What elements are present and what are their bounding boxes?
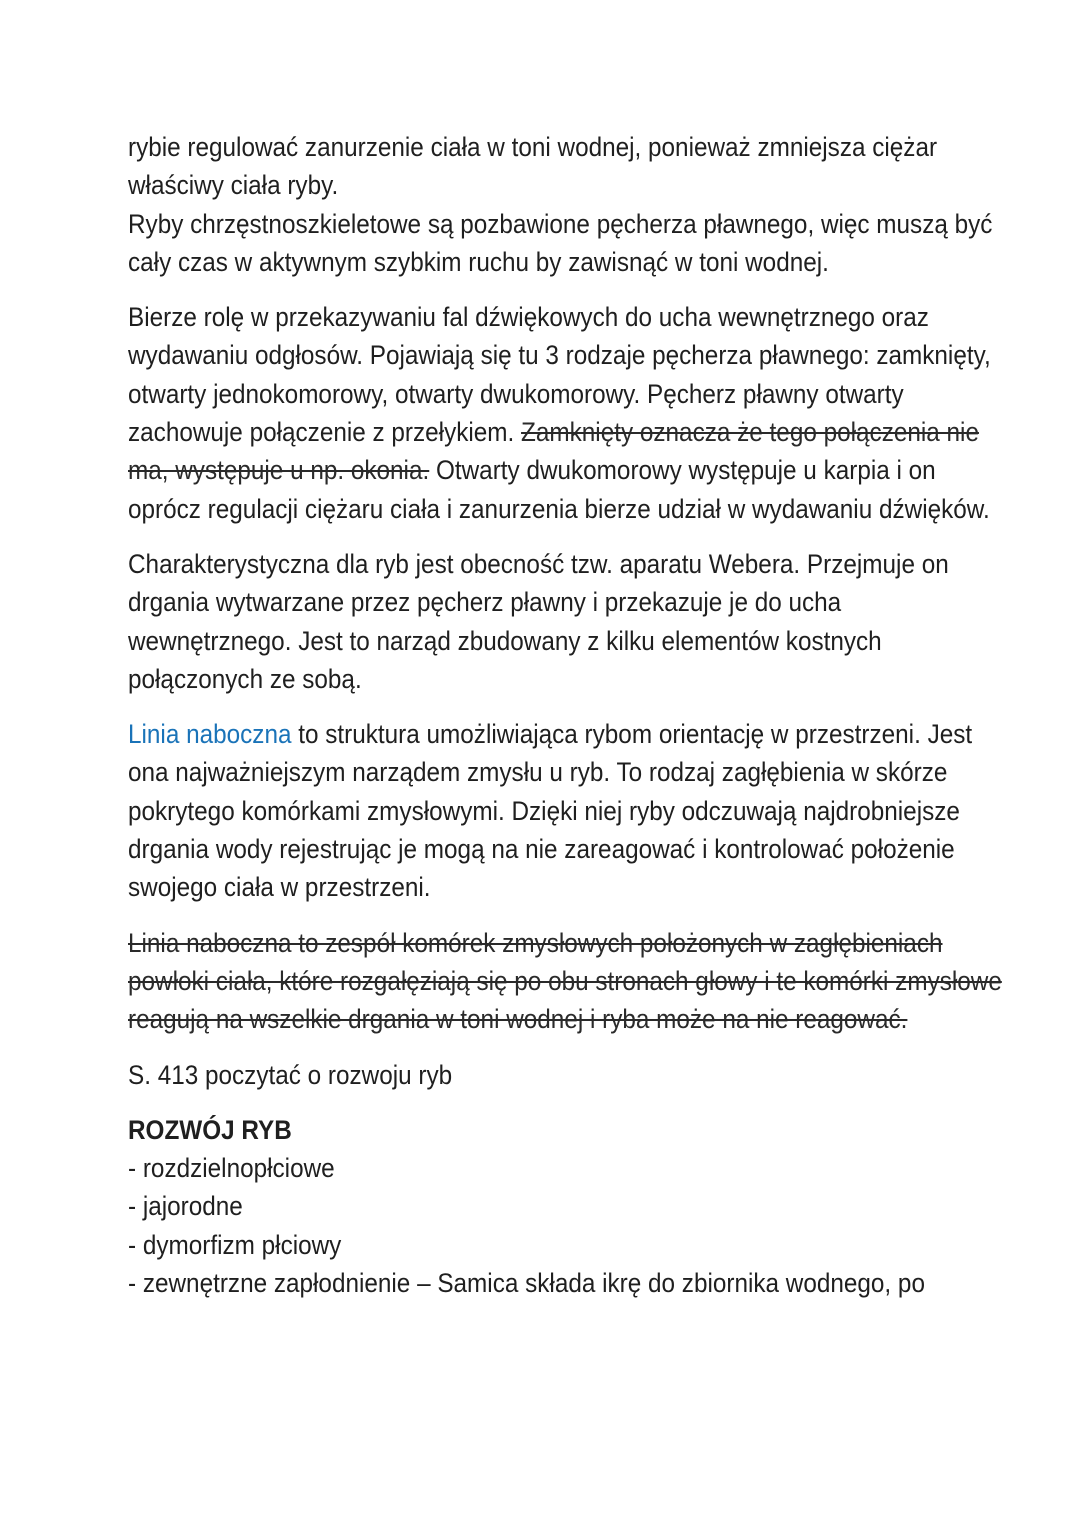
paragraph-text: Otwarty dwukomorowy występuje u karpia i on oprócz regulacji ciężaru ciała i zanurzenia bierze udział w wydawaniu dźwięków. [128, 455, 990, 524]
paragraph-text: Ryby chrzęstnoszkieletowe są pozbawione pęcherza pławnego, więc muszą być cały czas w aktywnym szybkim ruchu by zawisnąć w toni wodnej. [128, 208, 993, 277]
development-list [128, 1149, 1008, 1302]
paragraph-swim-bladder-types [128, 298, 1008, 528]
struck-text: Zamknięty oznacza że tego połączenia nie ma, występuje u np. okonia. [128, 417, 979, 486]
paragraph-text: S. 413 poczytać o rozwoju ryb [128, 1059, 453, 1090]
list-item: - dymorfizm płciowy [128, 1229, 342, 1260]
paragraph-reading-note [128, 1056, 1008, 1094]
lateral-line-link[interactable]: Linia naboczna [128, 719, 292, 750]
paragraph-text: rybie regulować zanurzenie ciała w toni wodnej, ponieważ zmniejsza ciężar właściwy ciała ryby. [128, 132, 938, 201]
list-item: - rozdzielnopłciowe [128, 1153, 335, 1184]
paragraph-text: Charakterystyczna dla ryb jest obecność tzw. aparatu Webera. Przejmuje on drgania wytwarzane przez pęcherz pławny i przekazuje je do ucha wewnętrznego. Jest to narząd zbudowany z kilku elementów kostnych połączonych ze sobą. [128, 548, 949, 694]
paragraph-cartilaginous-fish [128, 205, 1008, 282]
struck-text: Linia naboczna to zespół komórek zmysłowych położonych w zagłębieniach powłoki ciała, które rozgałęziają się po obu stronach głowy i te komórki zmysłowe reagują na wszelkie drgania w toni wodnej i ryba może na nie reagować. [128, 927, 1002, 1035]
paragraph-lateral-line-struck [128, 924, 1008, 1039]
document-page [128, 128, 1008, 1302]
paragraph-text: to struktura umożliwiająca rybom orientację w przestrzeni. Jest ona najważniejszym narządem zmysłu u ryb. To rodzaj zagłębienia w skórze pokrytego komórkami zmysłowymi. Dzięki niej ryby odczuwają najdrobniejsze drgania wody rejestrując je mogą na nie zareagować i kontrolować położenie swojego ciała w przestrzeni. [128, 719, 973, 903]
list-item: - zewnętrzne zapłodnienie – Samica składa ikrę do zbiornika wodnego, po [128, 1268, 925, 1299]
paragraph-text: Bierze rolę w przekazywaniu fal dźwiękowych do ucha wewnętrznego oraz wydawaniu odgłosów. Pojawiają się tu 3 rodzaje pęcherza pławnego: zamknięty, otwarty jednokomorowy, otwarty dwukomorowy. Pęcherz pławny otwarty zachowuje połączenie z przełykiem. [128, 302, 991, 448]
paragraph-swim-bladder-buoyancy [128, 128, 1008, 205]
list-item: - jajorodne [128, 1191, 243, 1222]
paragraph-lateral-line [128, 715, 1008, 906]
section-heading: ROZWÓJ RYB [128, 1114, 292, 1145]
paragraph-weber-apparatus [128, 545, 1008, 698]
